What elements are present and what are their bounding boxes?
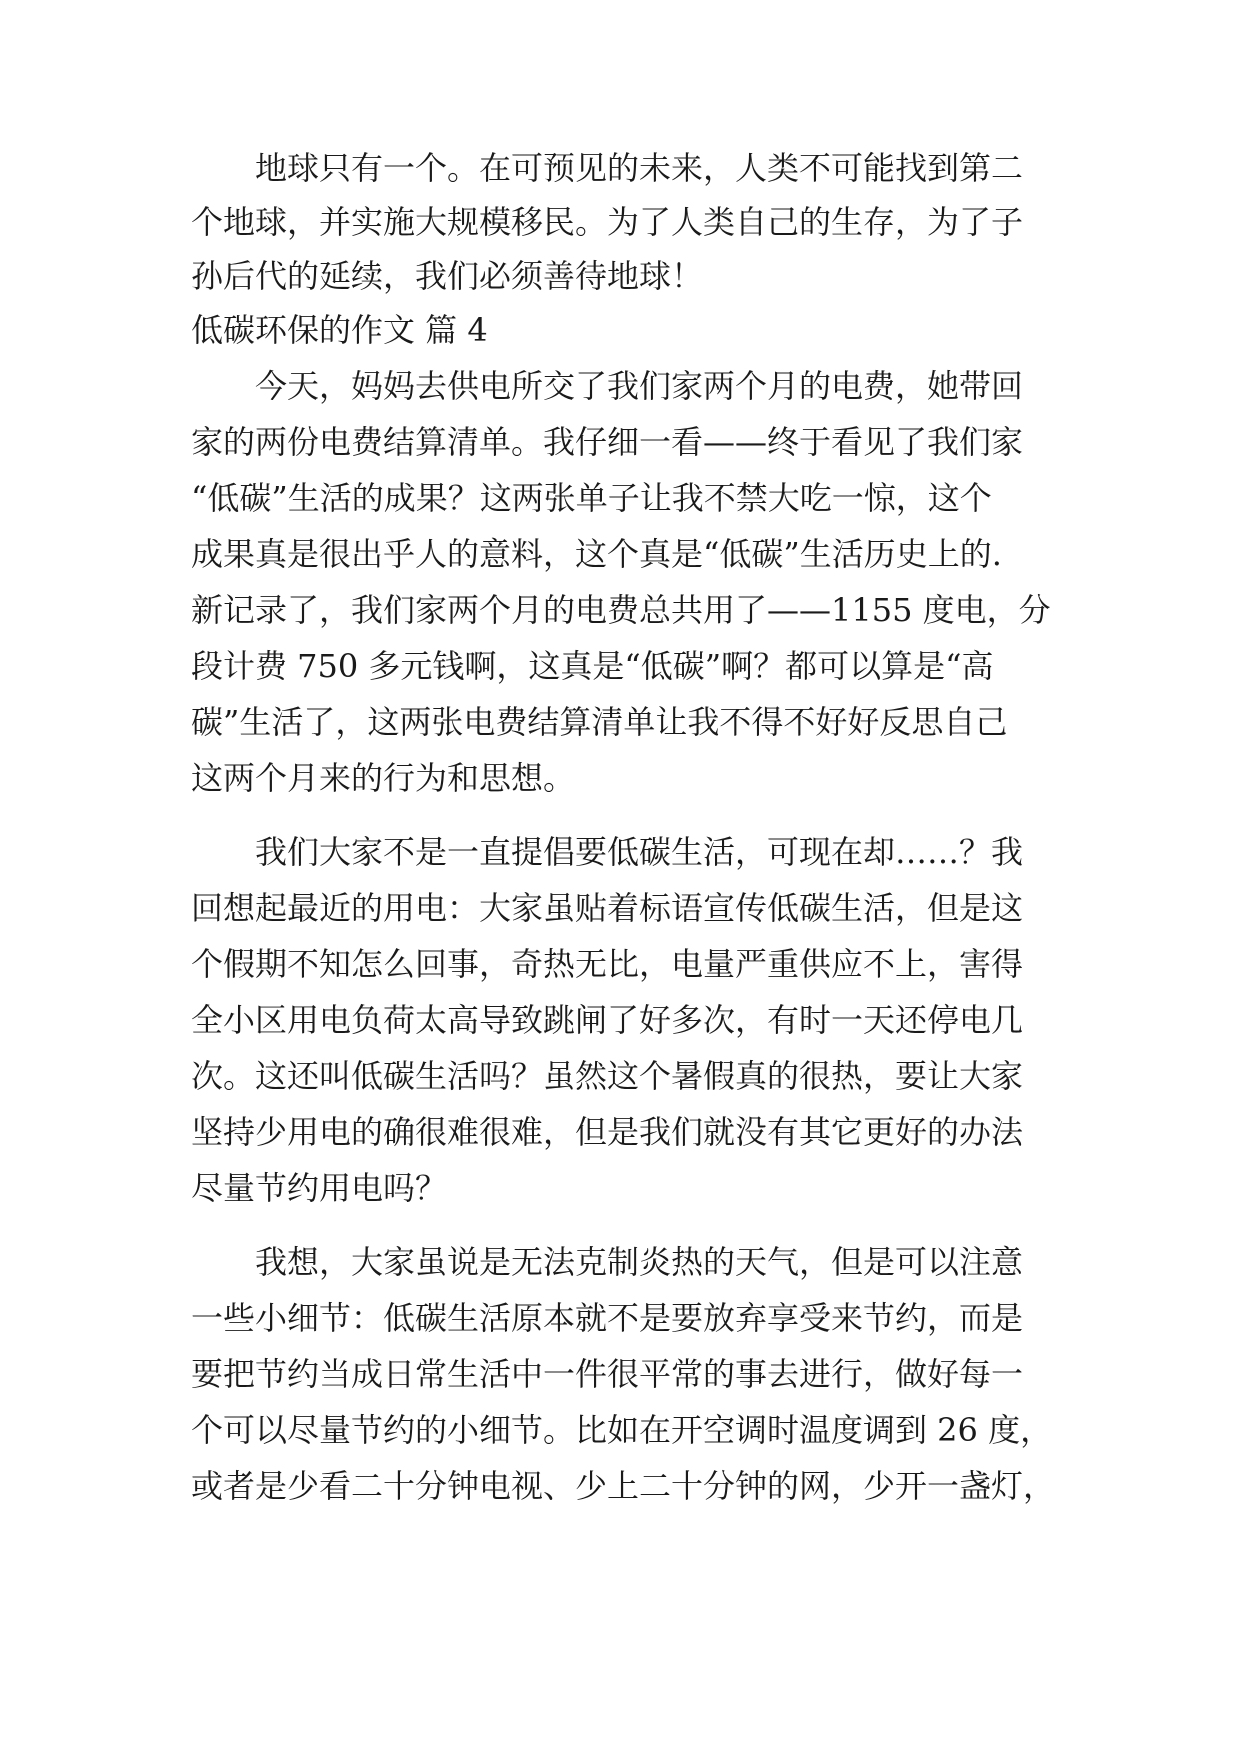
paragraph-2-line: 碳”生活了，这两张电费结算清单让我不得不好好反思自己 <box>191 703 1008 741</box>
paragraph-1-line: 地球只有一个。在可预见的未来，人类不可能找到第二 <box>191 149 1024 187</box>
paragraph-4-line: 个可以尽量节约的小细节。比如在开空调时温度调到 26 度， <box>191 1411 1053 1449</box>
paragraph-2-line: 家的两份电费结算清单。我仔细一看——终于看见了我们家 <box>191 423 1024 461</box>
paragraph-4-line: 一些小细节：低碳生活原本就不是要放弃享受来节约，而是 <box>191 1299 1024 1337</box>
paragraph-3-line: 坚持少用电的确很难很难，但是我们就没有其它更好的办法 <box>191 1113 1024 1151</box>
paragraph-4-line: 我想，大家虽说是无法克制炎热的天气，但是可以注意 <box>191 1243 1024 1281</box>
paragraph-2-line: 段计费 750 多元钱啊，这真是“低碳”啊？都可以算是“高 <box>191 647 994 685</box>
paragraph-1-line: 个地球，并实施大规模移民。为了人类自己的生存，为了子 <box>191 203 1024 241</box>
paragraph-3-line: 个假期不知怎么回事，奇热无比，电量严重供应不上，害得 <box>191 945 1024 983</box>
paragraph-3-line: 尽量节约用电吗？ <box>191 1169 448 1207</box>
paragraph-4-line: 要把节约当成日常生活中一件很平常的事去进行，做好每一 <box>191 1355 1024 1393</box>
section-title: 低碳环保的作文 篇 4 <box>191 311 488 349</box>
paragraph-2-line: 成果真是很出乎人的意料，这个真是“低碳”生活历史上的. <box>191 535 1002 573</box>
paragraph-1-line: 孙后代的延续，我们必须善待地球！ <box>191 257 704 295</box>
paragraph-2-line: 新记录了，我们家两个月的电费总共用了——1155 度电，分 <box>191 591 1051 629</box>
paragraph-2-line: 这两个月来的行为和思想。 <box>191 759 576 797</box>
paragraph-2-line: 今天，妈妈去供电所交了我们家两个月的电费，她带回 <box>191 367 1024 405</box>
paragraph-3-line: 次。这还叫低碳生活吗？虽然这个暑假真的很热，要让大家 <box>191 1057 1024 1095</box>
paragraph-4-line: 或者是少看二十分钟电视、少上二十分钟的网，少开一盏灯， <box>191 1467 1056 1505</box>
paragraph-2-line: “低碳”生活的成果？这两张单子让我不禁大吃一惊，这个 <box>191 479 992 517</box>
paragraph-3-line: 回想起最近的用电：大家虽贴着标语宣传低碳生活，但是这 <box>191 889 1024 927</box>
paragraph-3-line: 我们大家不是一直提倡要低碳生活，可现在却……？我 <box>191 833 1024 871</box>
paragraph-3-line: 全小区用电负荷太高导致跳闸了好多次，有时一天还停电几 <box>191 1001 1024 1039</box>
